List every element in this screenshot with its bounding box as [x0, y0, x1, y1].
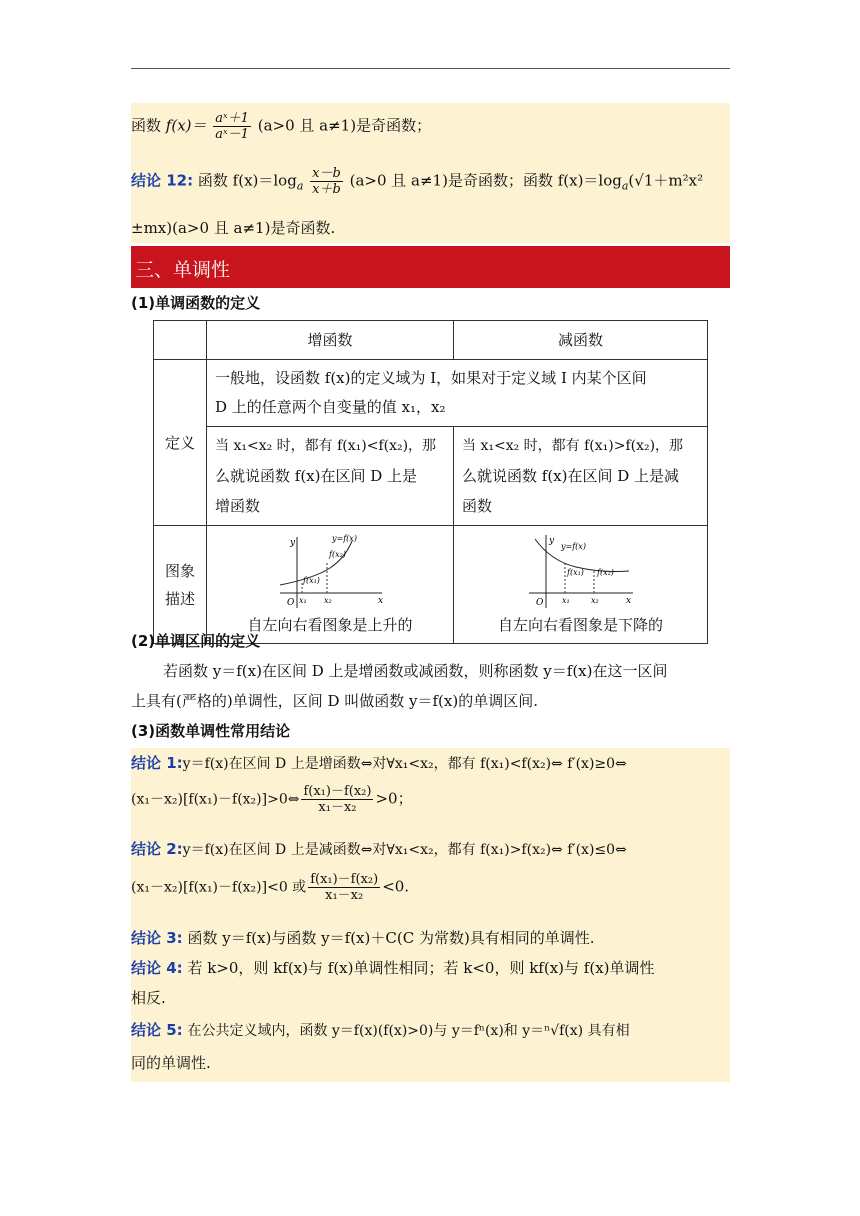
text: (a>0 且 a≠1)是奇函数；函数 f(x)＝log — [349, 171, 622, 190]
cell-text: 当 x₁<x₂ 时，都有 f(x₁)<f(x₂)，那 — [215, 438, 437, 454]
cell-text: 增函数 — [215, 497, 261, 515]
increasing-graph — [270, 533, 390, 613]
formula: (√1＋m²x² — [628, 171, 704, 190]
graph-caption: 自左向右看图象是下降的 — [497, 615, 663, 634]
svg-text:f(x₁): f(x₁) — [566, 567, 584, 577]
svg-text:y: y — [548, 535, 554, 546]
conclusion-4-line-2: 相反. — [131, 989, 166, 1007]
conclusion-2-line-2: (x₁－x₂)[f(x₁)－f(x₂)]<0 或 $\frac{\text{f(x₁)－f(x₂)}}{\text{x₁－x₂}}$ <0. — [131, 872, 410, 903]
conclusions-block — [131, 748, 730, 1082]
conclusion-5-line-1: 结论 5: 在公共定义域内，函数 y＝f(x)(f(x)>0)与 y＝fⁿ(x)和 y＝ⁿ√f(x) 具有相 — [131, 1021, 630, 1039]
conclusion-12-line-1 — [131, 166, 703, 197]
conclusion-block-top — [131, 103, 730, 243]
graph-caption: 自左向右看图象是上升的 — [247, 615, 413, 634]
table-cell — [454, 526, 708, 644]
column-header: 增函数 — [207, 321, 454, 360]
svg-text:y=f(x): y=f(x) — [332, 533, 357, 543]
svg-text:y=f(x): y=f(x) — [560, 541, 586, 551]
svg-text:y: y — [290, 537, 296, 548]
svg-text:O: O — [535, 597, 543, 608]
cell-text: D 上的任意两个自变量的值 x₁，x₂ — [215, 398, 446, 416]
cell-text: 么就说函数 f(x)在区间 D 上是 — [215, 467, 418, 485]
decreasing-graph — [521, 533, 641, 613]
conclusion-5-line-2: 同的单调性. — [131, 1054, 211, 1072]
cell-text: 函数 — [462, 497, 493, 515]
svg-text:x₂: x₂ — [590, 595, 599, 605]
row-header: 图象 描述 — [154, 526, 207, 644]
subscript: a — [621, 179, 629, 193]
text: ±mx)(a>0 且 a≠1)是奇函数. — [131, 219, 336, 237]
table-cell — [207, 526, 454, 644]
text: 函数 — [131, 116, 162, 135]
conclusion-4-line-1: 结论 4: 若 k>0，则 kf(x)与 f(x)单调性相同；若 k<0，则 kf(x)与 f(x)单调性 — [131, 959, 655, 977]
monotonic-definition-table — [153, 320, 708, 644]
odd-function-line-1 — [131, 111, 431, 142]
conclusion-1-line-1: 结论 1:y＝f(x)在区间 D 上是增函数⇔对∀x₁<x₂，都有 f(x₁)<f(x₂)⇔ f′(x)≥0⇔ — [131, 754, 627, 772]
subheading: (2)单调区间的定义 — [131, 632, 261, 650]
svg-text:f(x₂): f(x₂) — [329, 549, 346, 559]
table-cell — [207, 360, 708, 427]
conclusion-3: 结论 3: 函数 y＝f(x)与函数 y＝f(x)＋C(C 为常数)具有相同的单调性. — [131, 929, 595, 947]
fraction: $\frac{\text{aˣ＋1}}{\text{aˣ－1}}$ — [215, 111, 249, 142]
conclusion-label: 结论 12: — [131, 171, 194, 190]
svg-text:x: x — [378, 595, 384, 606]
cell-text: 当 x₁<x₂ 时，都有 f(x₁)>f(x₂)，那 — [462, 438, 684, 454]
table-cell — [454, 427, 708, 526]
section-title: 三、单调性 — [135, 259, 231, 281]
svg-text:x: x — [625, 595, 631, 606]
svg-text:x₂: x₂ — [324, 595, 332, 605]
text: (a>0 且 a≠1)是奇函数； — [257, 116, 432, 135]
table-cell — [207, 427, 454, 526]
row-header: 定义 — [154, 360, 207, 526]
conclusion-1-line-2: (x₁－x₂)[f(x₁)－f(x₂)]>0⇔ $\frac{\text{f(x₁)－f(x₂)}}{\text{x₁－x₂}}$ >0； — [131, 784, 413, 815]
conclusion-12-line-2 — [131, 217, 335, 238]
formula: 函数 f(x)＝log — [197, 171, 297, 190]
subheading: (1)单调函数的定义 — [131, 294, 261, 312]
svg-text:O: O — [287, 597, 295, 608]
svg-text:f(x₂): f(x₂) — [596, 567, 614, 577]
subscript: a — [296, 179, 304, 193]
column-header: 减函数 — [454, 321, 708, 360]
formula: f(x)＝ — [165, 116, 207, 135]
cell-text: 一般地，设函数 f(x)的定义域为 I，如果对于定义域 I 内某个区间 — [215, 369, 647, 387]
subheading: (3)函数单调性常用结论 — [131, 722, 291, 740]
svg-text:x₁: x₁ — [299, 595, 307, 605]
header-rule — [131, 68, 730, 69]
cell-text: 么就说函数 f(x)在区间 D 上是减 — [462, 467, 680, 485]
conclusion-2-line-1: 结论 2:y＝f(x)在区间 D 上是减函数⇔对∀x₁<x₂，都有 f(x₁)>f(x₂)⇔ f′(x)≤0⇔ — [131, 840, 627, 858]
svg-text:f(x₁): f(x₁) — [303, 575, 320, 585]
fraction: $\frac{x-b}{x+b}$ — [312, 166, 341, 197]
paragraph: 若函数 y＝f(x)在区间 D 上是增函数或减函数，则称函数 y＝f(x)在这一区间 — [163, 662, 668, 680]
svg-text:x₁: x₁ — [561, 595, 570, 605]
table-corner — [154, 321, 207, 360]
paragraph: 上具有(严格的)单调性，区间 D 叫做函数 y＝f(x)的单调区间. — [131, 692, 538, 710]
section-header — [131, 246, 730, 288]
